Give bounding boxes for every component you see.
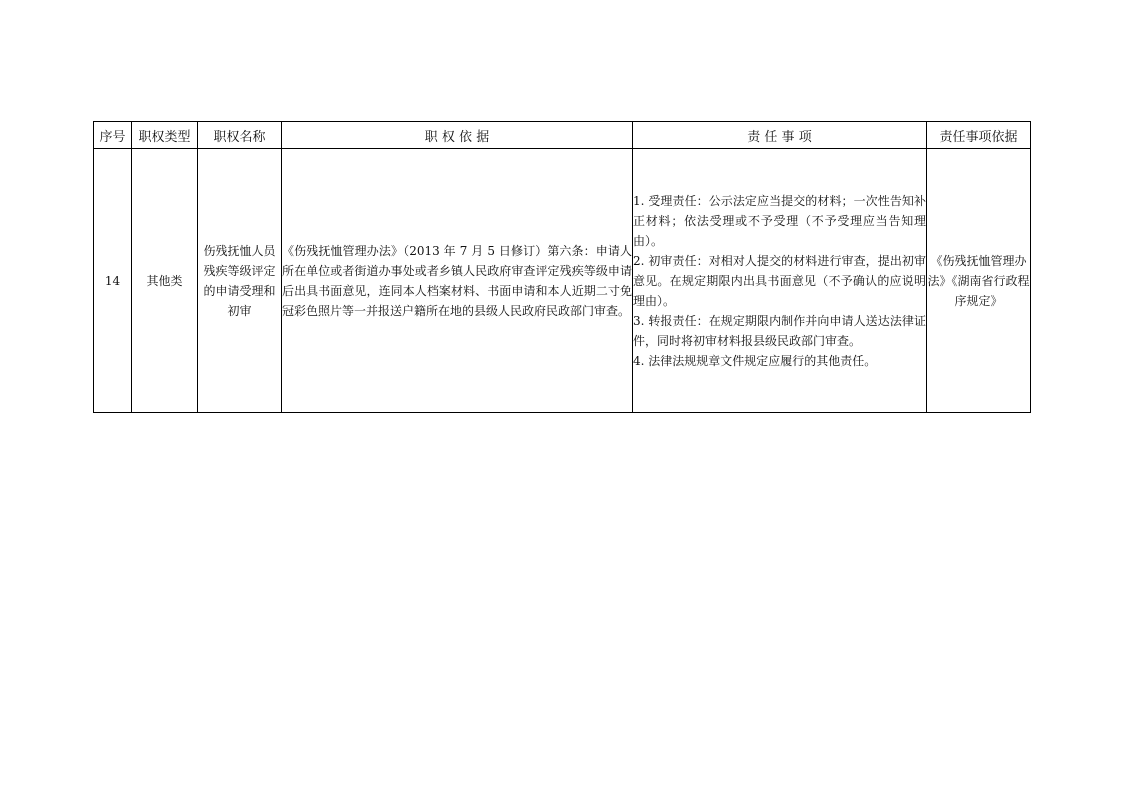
header-no: 序号 xyxy=(94,122,132,149)
cell-duties xyxy=(633,149,927,413)
header-type: 职权类型 xyxy=(132,122,198,149)
header-row xyxy=(94,122,1031,149)
table-row xyxy=(94,149,1031,413)
header-duty: 责 任 事 项 xyxy=(633,122,927,149)
cell-no: 14 xyxy=(94,149,132,413)
header-ref: 责任事项依据 xyxy=(927,122,1031,149)
cell-type: 其他类 xyxy=(132,149,198,413)
duty-item-other: 4. 法律法规规章文件规定应履行的其他责任。 xyxy=(633,353,877,368)
header-basis: 职 权 依 据 xyxy=(282,122,633,149)
duty-item-forward: 3. 转报责任：在规定期限内制作并向申请人送达法律证件，同时将初审材料报县级民政部门审查。 xyxy=(633,313,926,348)
header-name: 职权名称 xyxy=(198,122,282,149)
cell-name: 伤残抚恤人员残疾等级评定的申请受理和初审 xyxy=(198,149,282,413)
duty-table xyxy=(93,121,1031,413)
duty-item-accept: 1. 受理责任：公示法定应当提交的材料；一次性告知补正材料；依法受理或不予受理（不予受理应当告知理由）。 xyxy=(633,193,926,248)
duty-item-review: 2. 初审责任：对相对人提交的材料进行审查，提出初审意见。在规定期限内出具书面意见（不予确认的应说明理由）。 xyxy=(633,253,926,308)
cell-ref: 《伤残抚恤管理办法》《湖南省行政程序规定》 xyxy=(927,149,1031,413)
cell-basis: 《伤残抚恤管理办法》（2013 年 7 月 5 日修订）第六条：申请人所在单位或者街道办事处或者乡镇人民政府审查评定残疾等级申请后出具书面意见，连同本人档案材料、书面申请和本人近期二寸免冠彩色照片等一并报送户籍所在地的县级人民政府民政部门审查。 xyxy=(282,149,633,413)
